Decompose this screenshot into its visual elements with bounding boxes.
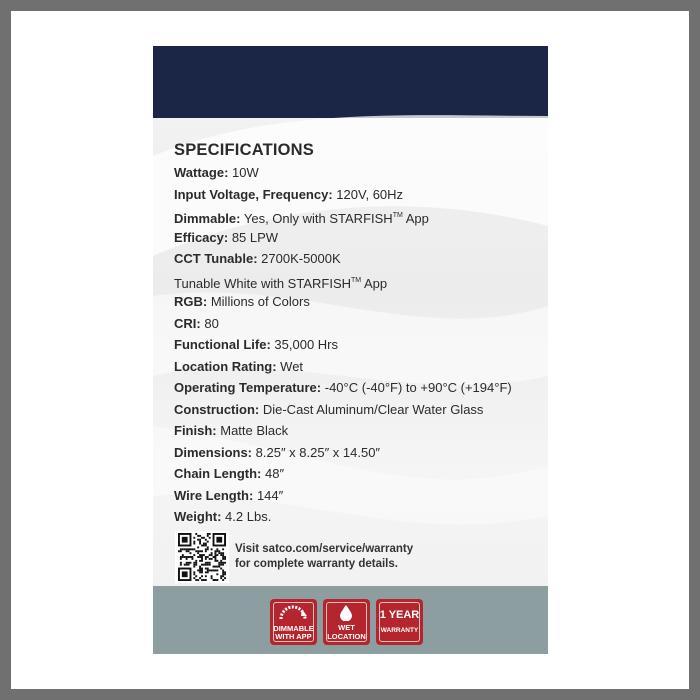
qr-module <box>197 552 199 554</box>
qr-module <box>199 566 201 568</box>
qr-module <box>224 558 226 560</box>
spec-line <box>174 485 544 507</box>
qr-module <box>211 554 213 556</box>
spec-value: Die-Cast Aluminum/Clear Water Glass <box>262 401 484 417</box>
spec-card <box>153 46 548 654</box>
specifications-list <box>174 138 544 528</box>
qr-module <box>209 564 211 566</box>
qr-module <box>193 541 195 543</box>
qr-module <box>211 575 213 577</box>
qr-module <box>203 543 205 545</box>
qr-module <box>197 569 199 571</box>
spec-label: RGB: <box>174 294 208 309</box>
qr-module <box>224 573 226 575</box>
qr-module <box>193 543 195 545</box>
qr-module <box>186 556 188 558</box>
qr-module <box>201 550 203 552</box>
qr-module <box>205 575 207 577</box>
qr-module <box>195 550 197 552</box>
qr-module <box>205 548 207 550</box>
qr-module <box>188 548 190 550</box>
qr-module <box>201 537 203 539</box>
qr-module <box>218 552 220 554</box>
qr-module <box>199 539 201 541</box>
qr-module <box>220 575 222 577</box>
qr-module <box>201 558 203 560</box>
spec-value: 144″ <box>256 487 284 503</box>
qr-module <box>207 548 209 550</box>
dimmable-with-app-badge <box>270 599 317 645</box>
qr-module <box>216 566 218 568</box>
qr-module <box>220 562 222 564</box>
qr-module <box>203 554 205 556</box>
badge-line-2: WARRANTY <box>380 627 419 634</box>
spec-line <box>174 227 544 249</box>
qr-module <box>211 577 213 579</box>
qr-module <box>182 548 184 550</box>
qr-module <box>193 564 195 566</box>
qr-module <box>205 539 207 541</box>
qr-module <box>188 556 190 558</box>
spec-line <box>174 399 544 421</box>
qr-module <box>205 571 207 573</box>
qr-module <box>216 569 218 571</box>
spec-value: Tunable White with STARFISH <box>174 275 351 291</box>
trademark-mark: TM <box>351 276 362 284</box>
qr-module <box>205 579 207 581</box>
spec-value: 35,000 Hrs <box>274 337 338 352</box>
spec-label: Wire Length: <box>174 487 254 503</box>
qr-module <box>222 569 224 571</box>
qr-module <box>220 577 222 579</box>
qr-module <box>201 575 203 577</box>
qr-module <box>178 550 180 552</box>
qr-module <box>207 556 209 558</box>
qr-module <box>207 546 209 548</box>
qr-module <box>222 575 224 577</box>
qr-module <box>205 556 207 558</box>
qr-module <box>214 558 216 560</box>
qr-module <box>214 579 216 581</box>
qr-module <box>197 579 199 581</box>
qr-module <box>180 556 182 558</box>
qr-module <box>205 568 207 570</box>
spec-label: Chain Length: <box>174 466 262 481</box>
qr-module <box>203 545 205 547</box>
qr-module <box>216 537 222 543</box>
qr-module <box>218 550 220 552</box>
qr-module <box>209 569 211 571</box>
spec-value: 48″ <box>265 466 285 481</box>
qr-module <box>182 554 184 556</box>
qr-module <box>207 564 209 566</box>
qr-module <box>213 566 215 568</box>
qr-module <box>188 564 190 566</box>
qr-module <box>199 541 201 543</box>
qr-module <box>193 571 195 573</box>
spec-value: 10W <box>232 165 259 180</box>
spec-value: 120V, 60Hz <box>336 186 404 202</box>
qr-module <box>180 550 182 552</box>
spec-line <box>174 291 544 313</box>
qr-module <box>220 564 222 566</box>
qr-module <box>209 537 211 539</box>
qr-module <box>199 560 201 562</box>
qr-module <box>220 560 222 562</box>
qr-module <box>209 558 211 560</box>
qr-module <box>205 550 207 552</box>
qr-module <box>190 548 192 550</box>
qr-module <box>190 556 192 558</box>
qr-module <box>207 533 209 535</box>
qr-module <box>184 556 186 558</box>
qr-module <box>182 537 188 543</box>
warranty-text <box>235 542 535 572</box>
badge-line-2: WITH APP <box>275 632 312 641</box>
qr-module <box>199 550 201 552</box>
qr-module <box>197 546 199 548</box>
warranty-line-1: Visit satco.com/service/warranty <box>235 543 414 555</box>
qr-module <box>201 568 203 570</box>
qr-module <box>182 571 188 577</box>
qr-module <box>184 548 186 550</box>
qr-module <box>220 552 222 554</box>
qr-module <box>222 573 224 575</box>
qr-module <box>222 562 224 564</box>
qr-module <box>201 545 203 547</box>
qr-module <box>199 554 201 556</box>
qr-module <box>214 560 216 562</box>
qr-module <box>186 562 188 564</box>
qr-module <box>222 579 224 581</box>
spec-value: Yes, Only with STARFISH <box>243 211 393 226</box>
qr-module <box>199 556 201 558</box>
spec-label: Finish: <box>174 423 217 438</box>
qr-module <box>205 543 207 545</box>
spec-line <box>174 463 544 485</box>
trademark-mark: TM <box>392 212 403 219</box>
spec-line <box>174 184 544 206</box>
qr-module <box>186 558 188 560</box>
spec-line <box>174 205 544 227</box>
spec-line <box>174 162 544 184</box>
badge-line-2: LOCATION <box>327 632 366 641</box>
spec-line <box>174 420 544 442</box>
qr-module <box>220 554 222 556</box>
qr-module <box>211 569 213 571</box>
qr-module <box>214 550 216 552</box>
qr-module <box>193 562 195 564</box>
qr-module <box>224 577 226 579</box>
warranty-line-2: for complete warranty details. <box>235 558 398 570</box>
qr-module <box>197 539 199 541</box>
qr-module <box>216 550 218 552</box>
qr-module <box>191 556 193 558</box>
qr-module <box>195 564 197 566</box>
spec-label: Location Rating: <box>174 358 277 374</box>
spec-line <box>174 442 544 464</box>
qr-module <box>184 564 186 566</box>
qr-module <box>199 535 201 537</box>
qr-module <box>195 533 197 535</box>
spec-value: 80 <box>204 315 219 331</box>
spec-label: CCT Tunable: <box>174 251 258 266</box>
qr-module <box>197 556 199 558</box>
qr-module <box>199 568 201 570</box>
qr-module <box>201 560 203 562</box>
qr-module <box>191 548 193 550</box>
qr-module <box>180 564 182 566</box>
qr-module <box>207 535 209 537</box>
qr-module <box>205 562 207 564</box>
qr-module <box>220 568 222 570</box>
badge-line-1: DIMMABLE <box>273 624 314 633</box>
spec-label: Efficacy: <box>174 229 229 245</box>
qr-module <box>207 571 209 573</box>
qr-module <box>191 558 193 560</box>
qr-module <box>211 548 213 550</box>
qr-module <box>222 571 224 573</box>
qr-module <box>205 558 207 560</box>
spec-label: Functional Life: <box>174 337 271 352</box>
qr-module <box>216 554 218 556</box>
wet-location-badge <box>323 599 370 645</box>
spec-suffix: App <box>361 275 388 291</box>
qr-module <box>216 573 218 575</box>
qr-module <box>193 554 195 556</box>
qr-module <box>214 569 216 571</box>
spec-label: Construction: <box>174 401 260 417</box>
qr-code-image <box>177 533 227 581</box>
qr-module <box>199 543 201 545</box>
spec-line <box>174 334 544 356</box>
qr-module <box>214 556 216 558</box>
qr-module <box>218 566 220 568</box>
qr-module <box>207 568 209 570</box>
badge-big-text: 1 YEAR <box>379 609 420 621</box>
qr-module <box>222 564 224 566</box>
qr-module <box>209 562 211 564</box>
water-drop-icon <box>340 605 352 621</box>
qr-module <box>213 569 215 571</box>
qr-module <box>211 552 213 554</box>
spec-value: Wet <box>280 358 304 374</box>
qr-module <box>224 562 226 564</box>
qr-module <box>222 552 224 554</box>
qr-module <box>188 562 190 564</box>
spec-label: CRI: <box>174 315 201 331</box>
one-year-warranty-badge <box>376 599 423 645</box>
qr-module <box>222 558 224 560</box>
qr-module <box>213 556 215 558</box>
qr-module <box>209 533 211 535</box>
qr-module <box>216 560 218 562</box>
spec-label: Weight: <box>174 509 222 524</box>
qr-module <box>195 560 197 562</box>
spec-value: 8.25″ x 8.25″ x 14.50″ <box>255 444 381 460</box>
qr-module <box>193 548 195 550</box>
qr-module <box>180 558 182 560</box>
qr-module <box>222 548 224 550</box>
spec-label: Wattage: <box>174 165 229 180</box>
qr-module <box>224 571 226 573</box>
qr-module <box>216 548 218 550</box>
spec-value: Millions of Colors <box>210 294 310 309</box>
qr-module <box>222 554 224 556</box>
qr-module <box>205 564 207 566</box>
qr-module <box>197 550 199 552</box>
qr-module <box>203 537 205 539</box>
qr-module <box>199 569 201 571</box>
badge-line-1: WET <box>338 623 355 632</box>
spec-value: -40°C (-40°F) to +90°C (+194°F) <box>324 380 512 395</box>
qr-module <box>201 569 203 571</box>
spec-line <box>174 377 544 399</box>
qr-module <box>186 548 188 550</box>
spec-line <box>174 506 544 528</box>
dimmer-arc-icon <box>278 605 308 621</box>
qr-module <box>186 550 188 552</box>
qr-module <box>216 579 218 581</box>
spec-line <box>174 270 544 292</box>
qr-module <box>205 545 207 547</box>
qr-module <box>197 535 199 537</box>
spec-line <box>174 248 544 270</box>
qr-module <box>201 579 203 581</box>
qr-module <box>214 566 216 568</box>
badge-border <box>379 602 420 642</box>
qr-module <box>193 577 195 579</box>
spec-value: 85 LPW <box>231 229 279 245</box>
qr-module <box>214 552 216 554</box>
qr-module <box>207 541 209 543</box>
qr-module <box>211 558 213 560</box>
qr-module <box>180 562 182 564</box>
spec-value: 4.2 Lbs. <box>225 509 272 524</box>
spec-line <box>174 356 544 378</box>
qr-module <box>214 554 216 556</box>
qr-module <box>180 548 182 550</box>
spec-label: Input Voltage, Frequency: <box>174 186 333 202</box>
qr-module <box>193 537 195 539</box>
qr-module <box>188 550 190 552</box>
qr-module <box>201 554 203 556</box>
specifications-title: SPECIFICATIONS <box>174 141 315 159</box>
qr-code[interactable] <box>175 531 229 583</box>
qr-module <box>213 579 215 581</box>
qr-module <box>182 556 184 558</box>
spec-suffix: App <box>402 211 429 226</box>
qr-module <box>203 579 205 581</box>
qr-module <box>190 562 192 564</box>
qr-module <box>193 573 195 575</box>
spec-value: Matte Black <box>220 423 289 438</box>
qr-module <box>222 556 224 558</box>
qr-module <box>203 564 205 566</box>
qr-module <box>201 564 203 566</box>
qr-module <box>195 575 197 577</box>
qr-module <box>186 564 188 566</box>
spec-label: Operating Temperature: <box>174 380 322 395</box>
qr-module <box>190 552 192 554</box>
qr-module <box>195 562 197 564</box>
qr-module <box>218 564 220 566</box>
qr-module <box>201 556 203 558</box>
spec-value: 2700K-5000K <box>261 251 341 266</box>
qr-module <box>207 562 209 564</box>
qr-module <box>199 571 201 573</box>
qr-module <box>195 579 197 581</box>
qr-module <box>209 554 211 556</box>
qr-module <box>201 571 203 573</box>
spec-line <box>174 313 544 335</box>
qr-module <box>193 566 195 568</box>
qr-module <box>199 577 201 579</box>
spec-label: Dimmable: <box>174 211 241 226</box>
qr-module <box>218 562 220 564</box>
spec-label: Dimensions: <box>174 444 253 460</box>
qr-module <box>224 556 226 558</box>
qr-module <box>207 569 209 571</box>
